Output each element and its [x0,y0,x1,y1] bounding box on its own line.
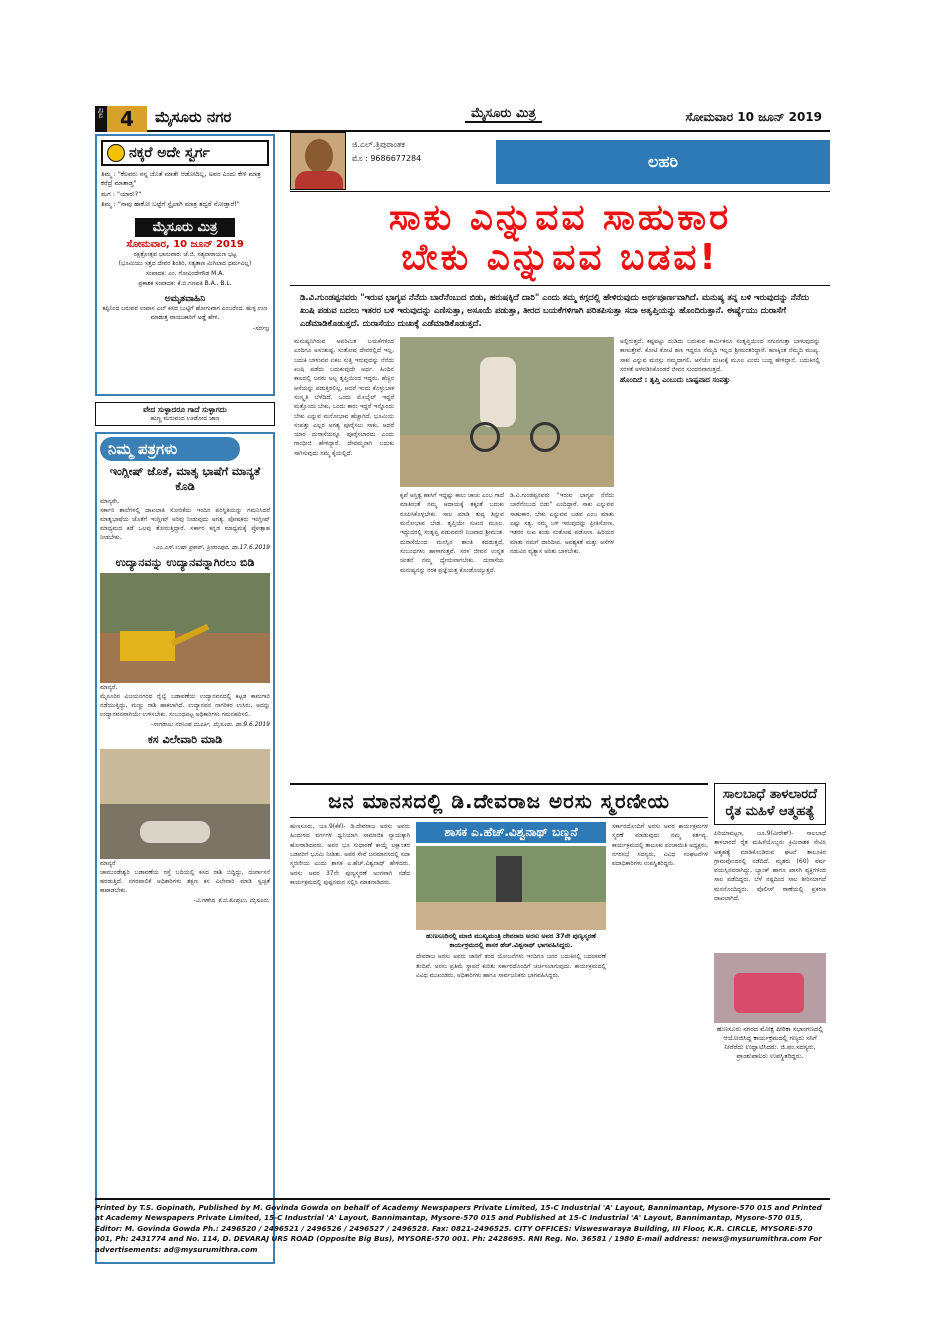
imprint-footer: Printed by T.S. Gopinath, Published by M. Govinda Gowda on behalf of Academy Newspapers Private Limited, 15-C Industrial 'A' Layout, Bannimantap, Mysore-570 015 and Printed at Academy Newspapers Private Limited, 15-C Industrial 'A' Layout, Bannimantap, Mysore-570 015 and Published at 15-C Industrial 'A' Layout, Bannimantap, Mysore-570 015, Editor: M. Govinda Gowda Ph.: 2496520 / 2496521 / 2496526 / 2496527 / 2496528. Fax: 0821-2496525. CITY OFFICES: Visweswaraya Building, III Floor, K.R. CIRCLE, MYSORE-570 001, Ph: 2431774 and No. 114, D. DEVARAJ URS ROAD (Opposite Big Bus), MYSORE-570 001. Ph: 2428695. RNI Reg. No. 36581 / 1980 E-mail address: news@mysurumithra.com For advertisements: ad@mysurumithra.com [95,1198,830,1255]
proverb-text: ಹುಣ್ಣ ಮರುವಂದ ಊಡೋದ ಜಾಣ [150,415,220,422]
paper-logo: ಮೈಸೂರು ಮಿತ್ರ [135,218,235,237]
devaraj-column: ಹುಣಸೂರು, ಜೂ.9(ಕೆಕೆ)- ಡಿ.ದೇವರಾಜ ಅರಸು ಅವರು ಹಿಂದುಳಿದ ವರ್ಗಗಳ ಧ್ವನಿಯಾಗಿ ಸಾಮಾಜಿಕ ನ್ಯಾಯಕ್ಕಾಗಿ ಹೋರಾಡಿದವರು. ಅವರ ಭೂ ಸುಧಾರಣೆ ಕಾಯ್ದೆ ಲಕ್ಷಾಂತರ ಬಡವರಿಗೆ ಭೂಮಿ ನೀಡಿತು. ಅವರ ಸೇವೆ ಜನಮಾನಸದಲ್ಲಿ ಸದಾ ಸ್ಮರಣೀಯ ಎಂದು ಶಾಸಕ ಎ.ಹೆಚ್.ವಿಶ್ವನಾಥ್ ಹೇಳಿದರು. ಅರಸು ಅವರ 37ನೇ ಪುಣ್ಯಸ್ಮರಣೆ ಅಂಗವಾಗಿ ನಡೆದ ಕಾರ್ಯಕ್ರಮದಲ್ಲಿ ಪುಷ್ಪನಮನ ಸಲ್ಲಿಸಿ ಮಾತನಾಡಿದರು. [290,823,410,886]
page-number-block [95,106,147,132]
devaraj-column: ಸರ್ಕಾರದೊಂದಿಗೆ ಅರಸು ಅವರ ಕಾರ್ಯಕ್ರಮಗಳ ಸ್ಮರಣೆ ಮಾಡುವುದು ನಮ್ಮ ಕರ್ತವ್ಯ. ಕಾರ್ಯಕ್ರಮದಲ್ಲಿ ತಾಲೂಕು ಪಂಚಾಯಿತಿ ಅಧ್ಯಕ್ಷರು, ನಗರಸಭೆ ಸದಸ್ಯರು, ವಿವಿಧ ಸಂಘಟನೆಗಳ ಪದಾಧಿಕಾರಿಗಳು ಉಪಸ್ಥಿತರಿದ್ದರು. [612,823,709,868]
column-name: ಲಹರಿ [496,140,830,184]
article-tag: ಹೊಂದಿದೆ : ತೃಪ್ತಿ ಎಂಬುದು ಬಾಷ್ಟವಾದ ಸಂಪತ್ತು [620,376,731,385]
letter-signature: -ಎಂ.ಎಸ್.ಉಷಾ ಪ್ರಕಾಶ್, ಶ್ರೀರಾಂಪುರ, ಡಾ.17.6.2019 [153,543,270,551]
joke-header [101,140,269,166]
masthead-logo: ಮೈಸೂರು ಮಿತ್ರ [465,106,542,123]
byline [290,132,830,192]
headline [290,192,830,286]
credit-line: ಸಂಪಾದಕ: ಎಂ. ಗೋವಿಂದೇಗೌಡ M.A. [145,270,225,278]
joke-text [101,170,269,210]
devaraj-headline: ಜನ ಮಾನಸದಲ್ಲಿ ಡಿ.ದೇವರಾಜ ಅರಸು ಸ್ಮರಣೀಯ [290,783,708,818]
event-photo [714,953,826,1023]
article-column: ಡಿ.ವಿ.ಗುಂಡಪ್ಪನವರು "ಇರುವ ಭಾಗ್ಯವ ನೆನೆದು ಬಾರೆನೆಂಬುದ ಬಿಡು" ಎಂದಿದ್ದಾರೆ. ಸಾಕು ಎನ್ನುವವ ಸಾಹುಕಾರ, ಬೇಕು ಎನ್ನುವವ ಬಡವ ಎಂಬ ಮಾತು ಎಷ್ಟು ಸತ್ಯ. ನಮ್ಮ ಬಳಿ ಇರುವುದನ್ನು ಪ್ರೀತಿಸೋಣ, ಇತರರ ಸುಖ ಕಂಡು ಸಂತೋಷ ಪಡೋಣ. ಹಿರಿಯರ ಮಾತು ನಮಗೆ ದಾರಿದೀಪ. ಅವಶ್ಯಕತೆ ಮತ್ತು ಆಸೆಗಳ ನಡುವಿನ ವ್ಯತ್ಯಾಸ ಅರಿತು ಬಾಳಬೇಕು. [510,492,614,555]
letter-signature: -ನಾಗರಾಜು ನರಸಿಂಹ ಮೂರ್ತಿ, ಮೈಸೂರು. ಡಾ.9.6.2019 [150,720,270,728]
article-column: ಕೃಪೆ ಅಸ್ತಿತ್ವ ಹಾಸಿಗೆ ಇದ್ದಷ್ಟು ಕಾಲು ಚಾಚು ಎಂಬ ಗಾದೆ ಮಾತಿನಂತೆ ನಮ್ಮ ಆದಾಯಕ್ಕೆ ತಕ್ಕಂತೆ ಬದುಕು ರೂಪಿಸಿಕೊಳ್ಳಬೇಕು. ಸಾಲ ಮಾಡಿ ತುಪ್ಪ ತಿನ್ನುವ ಮನೋಭಾವ ಬೇಡ. ತೃಪ್ತಿಯೇ ಸುಖದ ಮೂಲ. ಇದ್ದುದರಲ್ಲಿ ಸಂತೃಪ್ತಿ ಪಡುವವನೇ ನಿಜವಾದ ಶ್ರೀಮಂತ. ದುರಾಸೆಯಿಂದ ಮನಸ್ಸಿನ ಶಾಂತಿ ಕದಡುತ್ತದೆ, ಸಂಬಂಧಗಳು ಹಾಳಾಗುತ್ತವೆ. ಸರಳ ಜೀವನ ಉನ್ನತ ಚಿಂತನೆ ನಮ್ಮ ಧ್ಯೇಯವಾಗಬೇಕು. ದುರಾಸೆಯ ಮನುಷ್ಯನನ್ನು ನರಕ ಪ್ರಜ್ಞೆಯತ್ತ ಕೊಂಡೊಯ್ಯುತ್ತದೆ. [400,492,504,574]
author-info [346,132,496,173]
joke-title: ನಕ್ಕರೆ ಅದೇ ಸ್ವರ್ಗ [129,145,210,161]
park-excavator-photo [100,573,270,683]
letter-title: ಉದ್ಯಾನವನ್ನು ಉದ್ಯಾನವನ್ನಾಗಿರಲು ಬಿಡಿ [115,555,255,569]
letter-opening: ಮಾನ್ಯರೆ [100,860,116,868]
side-news-body: ಪಿರಿಯಾಪಟ್ಟಣ, ಜೂ.9(ವೀರೇಶ್)- ಸಾಲಬಾಧೆ ತಾಳಲಾರದೆ ರೈತ ಮಹಿಳೆಯೊಬ್ಬರು ಕ್ರಿಮಿನಾಶಕ ಸೇವಿಸಿ ಆತ್ಮಹತ್ಯೆ ಮಾಡಿಕೊಂಡಿರುವ ಘಟನೆ ತಾಲೂಕಿನ ಗ್ರಾಮವೊಂದರಲ್ಲಿ ನಡೆದಿದೆ. ಮೃತರು (60) ವರ್ಷ ವಯಸ್ಸಿನವರಾಗಿದ್ದು, ಬ್ಯಾಂಕ್ ಹಾಗೂ ಖಾಸಗಿ ವ್ಯಕ್ತಿಗಳಿಂದ ಸಾಲ ಪಡೆದಿದ್ದರು. ಬೆಳೆ ನಷ್ಟದಿಂದ ಸಾಲ ತೀರಿಸಲಾಗದೆ ಮನನೊಂದಿದ್ದರು. ಪೊಲೀಸ್ ಠಾಣೆಯಲ್ಲಿ ಪ್ರಕರಣ ದಾಖಲಾಗಿದೆ. [714,829,826,902]
devaraj-subheading: ಶಾಸಕ ಎ.ಹೆಚ್.ವಿಶ್ವನಾಥ್ ಬಣ್ಣನೆ [416,822,606,843]
devaraj-column: ದೇವರಾಜ ಅರಸು ಅವರು ಜಾರಿಗೆ ತಂದ ಯೋಜನೆಗಳು ಇಂದಿಗೂ ಜನರ ಬದುಕಿನಲ್ಲಿ ಬದಲಾವಣೆ ತಂದಿವೆ. ಅರಸು ಪ್ರತಿಮೆ ಸ್ಥಾಪನೆ ಕುರಿತು ಸರ್ಕಾರದೊಂದಿಗೆ ಚರ್ಚಿಸಲಾಗುವುದು. ಕಾರ್ಯಕ್ರಮದಲ್ಲಿ ವಿವಿಧ ಮುಖಂಡರು, ಅಧಿಕಾರಿಗಳು ಹಾಗೂ ಸಾರ್ವಜನಿಕರು ಭಾಗವಹಿಸಿದ್ದರು. [416,953,606,979]
headline-line-2: ಬೇಕು ಎನ್ನುವವ ಬಡವ! [401,237,719,279]
joke-box [95,134,275,396]
joke-line: ತಿಮ್ಮ : "ನಾವು ಹಾಕೋ ಬಟ್ಟೆಗೆ ಸ್ಟೈಲಾಗಿ ಮಾತ್ರ ತದ್ವರೆ ನೋಡ್ತಾರೆ!" [101,200,240,209]
letter-opening: ಮಾನ್ಯರೆ, [100,683,118,691]
letter-title: ಇಂಗ್ಲೀಷ್ ಜೊತೆ, ಮಾತೃ ಭಾಷೆಗೆ ಮಾನ್ಯತೆ ಕೊಡಿ [109,465,261,493]
masthead [95,106,830,132]
letter-body: ಚಾಮುಂಡೇಶ್ವರಿ ಬಡಾವಣೆಯ ರಸ್ತೆ ಬದಿಯಲ್ಲಿ ಕಸದ ರಾಶಿ ಬಿದ್ದಿದ್ದು, ದುರ್ವಾಸನೆ ಹರಡುತ್ತಿದೆ. ನಗರಪಾಲಿಕೆ ಅಧಿಕಾರಿಗಳು ತಕ್ಷಣ ಕಸ ವಿಲೇವಾರಿ ಮಾಡಿ ಸ್ವಚ್ಛತೆ ಕಾಪಾಡಬೇಕು. [100,869,270,895]
paper-date: ಸೋಮವಾರ, 10 ಜೂನ್ 2019 [126,238,244,250]
credit-line: (ಭೂಮಿಯು ಸತ್ತದ ದೇವರ ಶಿಂತಿರಿ, ಸತ್ಯತಾಣ ಮಿಗಿಲಾದ ಧರ್ಮವಿಲ್ಲ) [118,260,252,268]
author-phone: ಮೊ : 9686677284 [352,154,422,164]
article-columns [290,337,830,777]
letters-section [95,432,275,1264]
article-right [620,337,820,777]
article-intro: ಡಿ.ವಿ.ಗುಂಡಪ್ಪನವರು "ಇರುವ ಭಾಗ್ಯವ ನೆನೆದು ಬಾರೆನೆಂಬುದ ಬಿಡು, ಹರುಷಕ್ಕಿದೆ ದಾರಿ" ಎಂದು ತಮ್ಮ ಕಗ್ಗದಲ್ಲಿ ಹೇಳಿರುವುದು ಅರ್ಥಪೂರ್ಣವಾಗಿದೆ. ಮನುಷ್ಯ ತನ್ನ ಬಳಿ ಇರುವುದನ್ನು ನೆನೆದು ಖುಷಿ ಪಡುವ ಬದಲು ಇತರರ ಬಳಿ ಇರುವುದನ್ನು ಎಣಿಸುತ್ತಾ, ಅಸೂಯೆ ಪಡುತ್ತಾ, ತೀರದ ಬಯಕೆಗಳಿಗಾಗಿ ಪರಿತಪಿಸುತ್ತಾ ಸದಾ ಅತೃಪ್ತಿಯನ್ನು ಹೊಂದಿರುತ್ತಾನೆ. ಈರ್ಷ್ಯೆಯು ದುರಾಸೆಗೆ ಎಡೆಮಾಡಿಕೊಡುತ್ತದೆ. ದುರಾಸೆಯು ದುಃಖಕ್ಕೆ ಎಡೆಮಾಡಿಕೊಡುತ್ತದೆ. [300,292,810,329]
amrita-text: ಕಪ್ಪಿನಿಂದ ಬರುವವ ಉಪಾಸ ಎಲ್ ಕಸದ ಬುಟ್ಟಿಗೆ ಹೋಗುವಾಗ ಎಂಬರೆಂದ. ಹುಳ್ಳ ಉಣ ಮಾಡುತ್ತ ವಾಯುಕಾರಿಗೆ ಅಡ್ಡೆ ಹೇಳಿ. [102,305,268,322]
bicycle-photo [400,337,614,487]
newspaper-page [95,98,830,1338]
joke-line: ತಿಮ್ಮ : "ಕೆಲವರು ನನ್ನ ಜೊತೆ ಮಾತೇ ಆಡೋದಿಲ್ಲ, ಅವರ ಎಂದು ಕೇಳಿ ಮಾತ್ರ ಕರೆದ್ರೆ ಮಾತಾಡ್ತ" [101,170,261,188]
letter-body: ಸರ್ಕಾರಿ ಶಾಲೆಗಳಲ್ಲಿ ದಾಖಲಾತಿ ಸೋರಿಕೆಯ ಇಂದಿನ ಪರಿಸ್ಥಿತಿಯನ್ನು ಗಮನಿಸಿದರೆ ಮಾತೃಭಾಷೆಯ ಜೊತೆಗೆ ಇಂಗ್ಲೀಷ್ ಅರಿವು ನೀಡುವುದು ಅಗತ್ಯ. ಪೋಷಕರು ಇಂಗ್ಲೀಷ್ ಮಾಧ್ಯಮದ ಕಡೆ ಒಲವು ತೋರುತ್ತಿದ್ದಾರೆ. ಸರ್ಕಾರ ಕನ್ನಡ ಮಾಧ್ಯಮಕ್ಕೆ ಪ್ರೋತ್ಸಾಹ ನೀಡಬೇಕು. [100,506,270,541]
side-news [714,783,826,1092]
letter-body: ಮೈಸೂರಿನ ವಿಜಯನಗರದ ರೈಲ್ವೆ ಬಡಾವಣೆಯ ಉದ್ಯಾನವನದಲ್ಲಿ ಕಟ್ಟಡ ಕಾಮಗಾರಿ ನಡೆಯುತ್ತಿದ್ದು, ಮಣ್ಣು ರಾಶಿ ಹಾಕಲಾಗಿದೆ. ಉದ್ಯಾನವನ ನಾಗರಿಕರ ಉಸಿರು, ಅದನ್ನು ಉದ್ಯಾನವನವಾಗಿಯೇ ಉಳಿಸಬೇಕು. ಸಂಬಂಧಪಟ್ಟ ಅಧಿಕಾರಿಗಳು ಗಮನಹರಿಸಲಿ. [100,692,270,718]
proverb-title: ವೇದ ಸುಳ್ಳಾದರೂ ಗಾದೆ ಸುಳ್ಳಾಗದು [143,405,227,414]
credit-line: ನಕ್ಷತ್ರೋತ್ಸವ ಭಾನುವಾರ: ಜೆ.ಜಿ. ಸತ್ಯನಾರಾಯಣ ಭಟ್ಟ [133,250,237,258]
headline-line-1: ಸಾಕು ಎನ್ನುವವ ಸಾಹುಕಾರ [388,197,732,238]
letter-signature: -ವಿ.ಗಣೇಶ, ಕೆ.ಜಿ.ಕೊಪ್ಪಲು, ಮೈಸೂರು. [193,897,270,905]
article-column: ಮನುಷ್ಯನಿಗಿರುವ ಅಪರಿಮಿತ ಬಯಕೆಗಳಿಂದ ಎಂದಿಗೂ ಅಸಂತುಷ್ಟ. ಸಂತೋಷ ದೇವರಲ್ಲಿದೆ ಇಲ್ಲ, ಬದುಕಿ ಬಾಳುವವ ಏಕಲ ಸುತ್ತಿ ಇರುವುದನ್ನು ನೆನೆದು ಖುಷಿ ಪಡೆದು ಬದುಕುವುದೇ ಅರ್ಥ. ಹಿಂದಿನ ಕಾಲದಲ್ಲಿ ಜನರು ಅಲ್ಪ ತೃಪ್ತಿಯಿಂದ ಇದ್ದರು, ಹೆಚ್ಚಿನ ಆಸೆಯನ್ನು ಪಡುತ್ತಿರಲಿಲ್ಲ. ಆದರೆ ಇಂದು ಕೊಳ್ಳುಬಾಕ ಸಂಸ್ಕೃತಿ ಬೆಳೆದಿದೆ. ಒಂದು ಮೊಬೈಲ್ ಇದ್ದರೆ ಮತ್ತೊಂದು ಬೇಕು, ಒಂದು ಕಾರು ಇದ್ದರೆ ಇನ್ನೊಂದು ಬೇಕು ಎನ್ನುವ ಮನೋಭಾವ ಹೆಚ್ಚಾಗಿದೆ. ಭೂಮಿಯ ಸಂಪತ್ತು ಎಲ್ಲರ ಅಗತ್ಯ ಪೂರೈಸಲು ಸಾಕು, ಆದರೆ ಯಾರ ದುರಾಸೆಯನ್ನೂ ಪೂರೈಸಲಾರದು ಎಂದು ಗಾಂಧೀಜಿ ಹೇಳಿದ್ದಾರೆ. ದೇವಮ್ಮನಾಗಿ ಬದುಕು ಸಾಗಿಸುವುದು ನಮ್ಮ ಕೈಯಲ್ಲಿದೆ. [294,338,394,457]
devaraj-photo-caption: ಹುಣಸೂರಿನಲ್ಲಿ ಮಾಜಿ ಮುಖ್ಯಮಂತ್ರಿ ದೇವರಾಜ ಅರಸು ಅವರ 37ನೇ ಪುಣ್ಯಸ್ಮರಣೆ ಕಾರ್ಯಕ್ರಮದಲ್ಲಿ ಶಾಸಕ ಹೆಚ್.ವಿಶ್ವನಾಥ್ ಭಾಗವಹಿಸಿದ್ದರು. [426,932,596,950]
letter-title: ಕಸ ವಿಲೇವಾರಿ ಮಾಡಿ [147,732,223,746]
joke-line: ಮಗ : "ಯಾರು?" [101,189,142,198]
author-name: ಜಿ.ಎಲ್.ತ್ರಿಪುರಾಂತಕ [352,140,405,149]
masthead-date: ಸೋಮವಾರ 10 ಜೂನ್ 2019 [685,110,822,124]
article-middle [400,337,614,777]
side-news-headline: ಸಾಲಬಾಧೆ ತಾಳಲಾರದೆ ರೈತ ಮಹಿಳೆ ಆತ್ಮಹತ್ಯೆ [714,783,826,825]
amrita-title: ಅಮೃತವಾಹಿನಿ [164,294,206,305]
amrita-signature: -ಸರ್ವಜ್ಞ [252,324,269,332]
article-column: ಅಲ್ಲಿರುತ್ತದೆ. ಕಷ್ಟಪಟ್ಟು ದುಡಿದು ಬದುಕುವ ಕಾರ್ಮಿಕನೂ ಸಂತೃಪ್ತಿಯಿಂದ ನಗುನಗುತ್ತಾ ಬಾಳುವುದನ್ನು ಕಾಣುತ್ತೇವೆ. ಕೋಟಿ ಕೋಟಿ ಹಣ ಇದ್ದರೂ ನೆಮ್ಮದಿ ಇಲ್ಲದ ಶ್ರೀಮಂತರಿದ್ದಾರೆ. ಹಣಕ್ಕಿಂತ ನೆಮ್ಮದಿ ಮುಖ್ಯ. ಸಾಕು ಎನ್ನುವ ಮನಸ್ಸು ನಮ್ಮದಾಗಲಿ. ಆಸೆಯೇ ದುಃಖಕ್ಕೆ ಮೂಲ ಎಂದು ಬುದ್ಧ ಹೇಳಿದ್ದಾನೆ. ಬದುಕಿನಲ್ಲಿ ಸರಳತೆ ಅಳವಡಿಸಿಕೊಂಡರೆ ಜೀವನ ಸುಂದರವಾಗುತ್ತದೆ. [620,338,820,374]
left-column [95,134,275,1264]
devaraj-story [290,783,708,1092]
credit-line: ಪ್ರಕಾಶಕ ಸಂಪಾದಕ: ಕೆ.ಬಿ.ಗಣಪತಿ B.A., B.L. [138,279,232,287]
letter-opening: ಮಾನ್ಯರೇ, [100,497,120,505]
author-photo [290,132,346,190]
main-article [290,132,830,1092]
letters-header: ನಿಮ್ಮ ಪತ್ರಗಳು [100,437,240,461]
section-title: ಮೈಸೂರು ನಗರ [155,108,232,126]
laughing-face-icon [107,144,125,162]
garbage-photo [100,749,270,859]
proverb-box [95,402,275,426]
bottom-section [290,783,830,1092]
page-label: ಪುಟ [95,106,107,132]
statue-photo [416,846,606,930]
event-photo-caption: ಹುಣಸೂರು ನಗರದ ಮೋಕ್ಷ ಪೀಠಿಕಾ ಸಭಾಂಗಣದಲ್ಲಿ ಆಯೋಜಿಸಿದ್ದ ಕಾರ್ಯಕ್ರಮದಲ್ಲಿ ಗಣ್ಯರು ಸಸಿಗೆ ನೀರೆರೆದು ಉದ್ಘಾಟಿಸಿದರು. ಜಿ.ಪಂ.ಸದಸ್ಯರು, ಪ್ರಾಂಶುಪಾಲರು ಉಪಸ್ಥಿತರಿದ್ದರು. [716,1024,824,1061]
page-number: 4 [107,106,147,132]
